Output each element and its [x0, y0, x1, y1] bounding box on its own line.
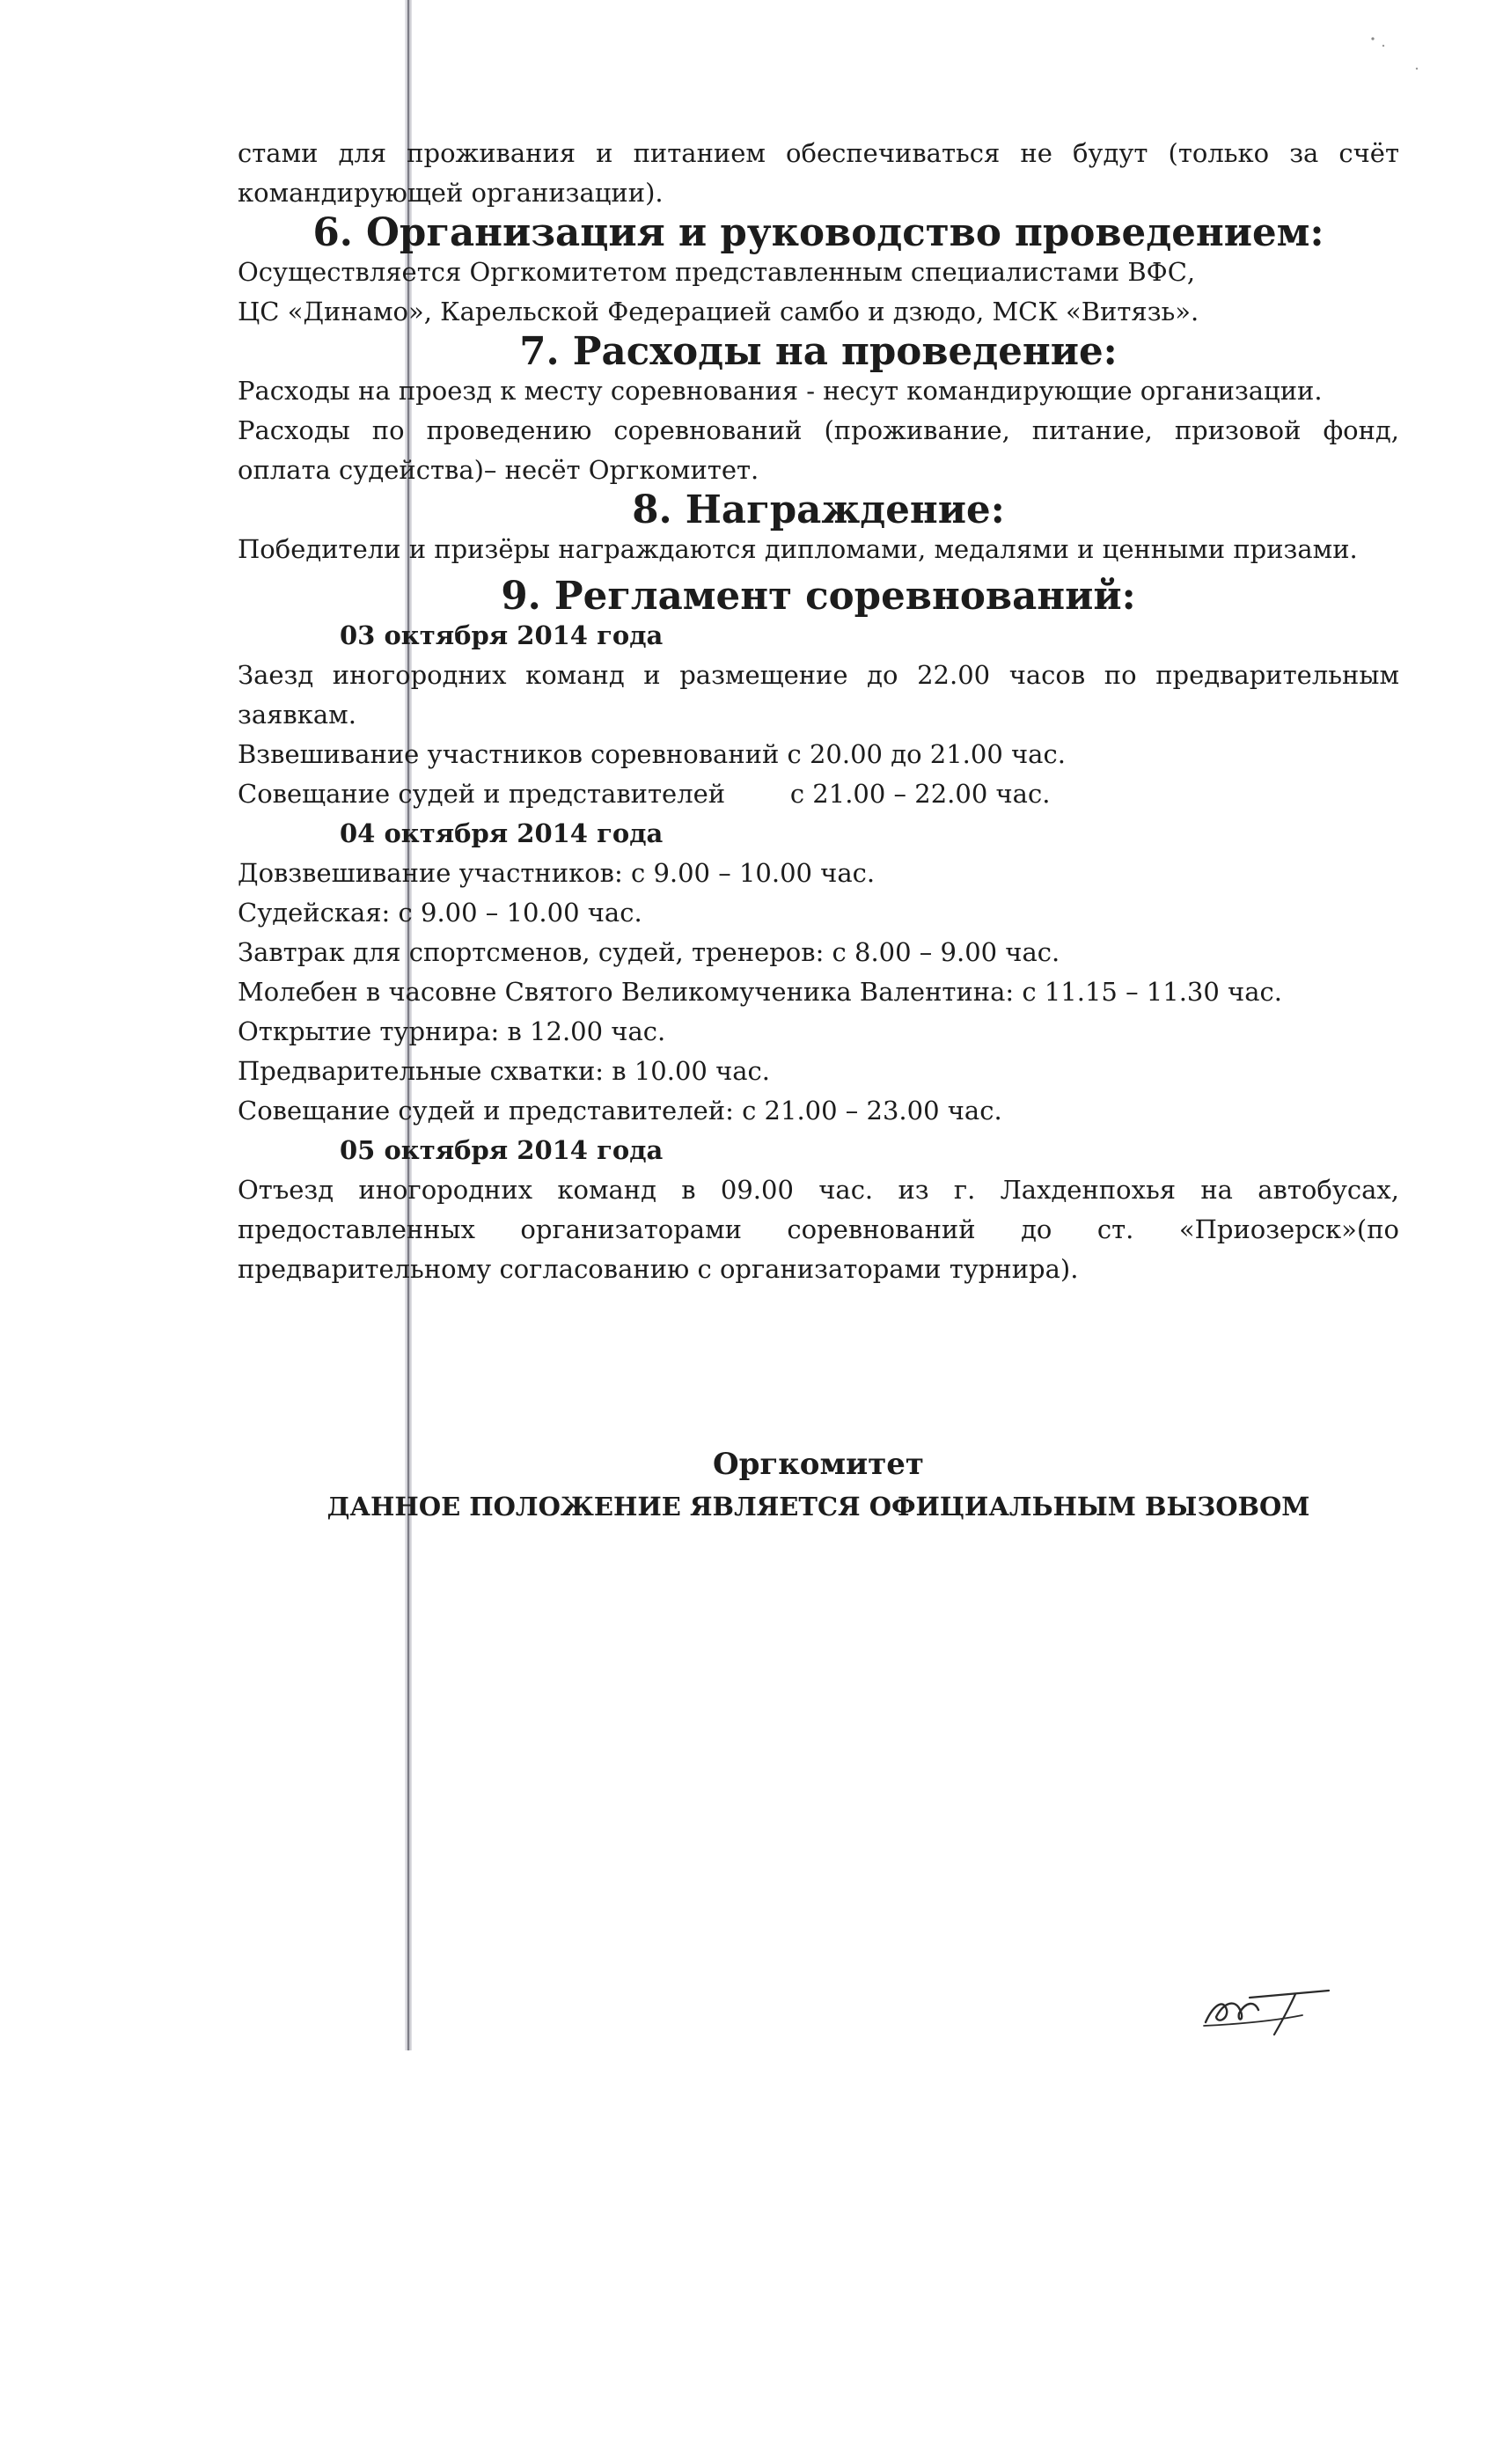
- section-6-line-2: ЦС «Динамо», Карельской Федерацией самбо и дзюдо, МСК «Витязь».: [238, 297, 1199, 326]
- signature: [1197, 1971, 1355, 2042]
- footer-title: Оргкомитет: [713, 1447, 924, 1482]
- schedule-item: Завтрак для спортсменов, судей, тренеров: с 8.00 – 9.00 час.: [238, 937, 1060, 967]
- section-7-line-2: Расходы по проведению соревнований (проживание, питание, призовой фонд, оплата судейства)– несёт Оргкомитет.: [238, 415, 1399, 485]
- section-9-heading: 9. Регламент соревнований:: [501, 574, 1136, 619]
- schedule-item: Совещание судей и представителей: с 21.00 – 23.00 час.: [238, 1096, 1002, 1126]
- footer: [238, 1441, 1399, 1526]
- schedule-item: Совещание судей и представителей с 21.00 – 22.00 час.: [238, 779, 1051, 809]
- section-7-line-1: Расходы на проезд к месту соревнования - несут командирующие организации.: [238, 376, 1323, 406]
- schedule-item: Судейская: с 9.00 – 10.00 час.: [238, 898, 642, 928]
- section-8-line-1: Победители и призёры награждаются дипломами, медалями и ценными призами.: [238, 534, 1358, 564]
- schedule-date-3: 05 октября 2014 года: [340, 1135, 664, 1165]
- intro-paragraph: стами для проживания и питанием обеспечиваться не будут (только за счёт командирующей организации).: [238, 138, 1399, 208]
- section-7-heading: 7. Расходы на проведение:: [519, 329, 1118, 374]
- schedule-item: Предварительные схватки: в 10.00 час.: [238, 1056, 770, 1086]
- section-8-heading: 8. Награждение:: [632, 488, 1005, 532]
- schedule-date-2: 04 октября 2014 года: [340, 818, 664, 848]
- schedule-date-1: 03 октября 2014 года: [340, 620, 664, 650]
- scan-specks: [1355, 26, 1443, 79]
- schedule-item: Молебен в часовне Святого Великомученика Валентина: с 11.15 – 11.30 час.: [238, 977, 1282, 1007]
- schedule-item: Открытие турнира: в 12.00 час.: [238, 1016, 666, 1046]
- document-body: [238, 134, 1399, 1289]
- footer-official-notice: ДАННОЕ ПОЛОЖЕНИЕ ЯВЛЯЕТСЯ ОФИЦИАЛЬНЫМ ВЫЗОВОМ: [326, 1492, 1310, 1522]
- section-6-line-1: Осуществляется Оргкомитетом представленным специалистами ВФС,: [238, 257, 1196, 287]
- schedule-item: Отъезд иногородних команд в 09.00 час. из г. Лахденпохья на автобусах, предоставленных организаторами соревнований до ст. «Приозерск»(по предварительному согласованию с организаторами турнира).: [238, 1175, 1399, 1284]
- schedule-item: Довзвешивание участников: с 9.00 – 10.00 час.: [238, 858, 876, 888]
- schedule-item: Взвешивание участников соревнований с 20.00 до 21.00 час.: [238, 739, 1066, 769]
- section-6-heading: 6. Организация и руководство проведением:: [312, 210, 1324, 255]
- schedule-item: Заезд иногородних команд и размещение до 22.00 часов по предварительным заявкам.: [238, 660, 1399, 730]
